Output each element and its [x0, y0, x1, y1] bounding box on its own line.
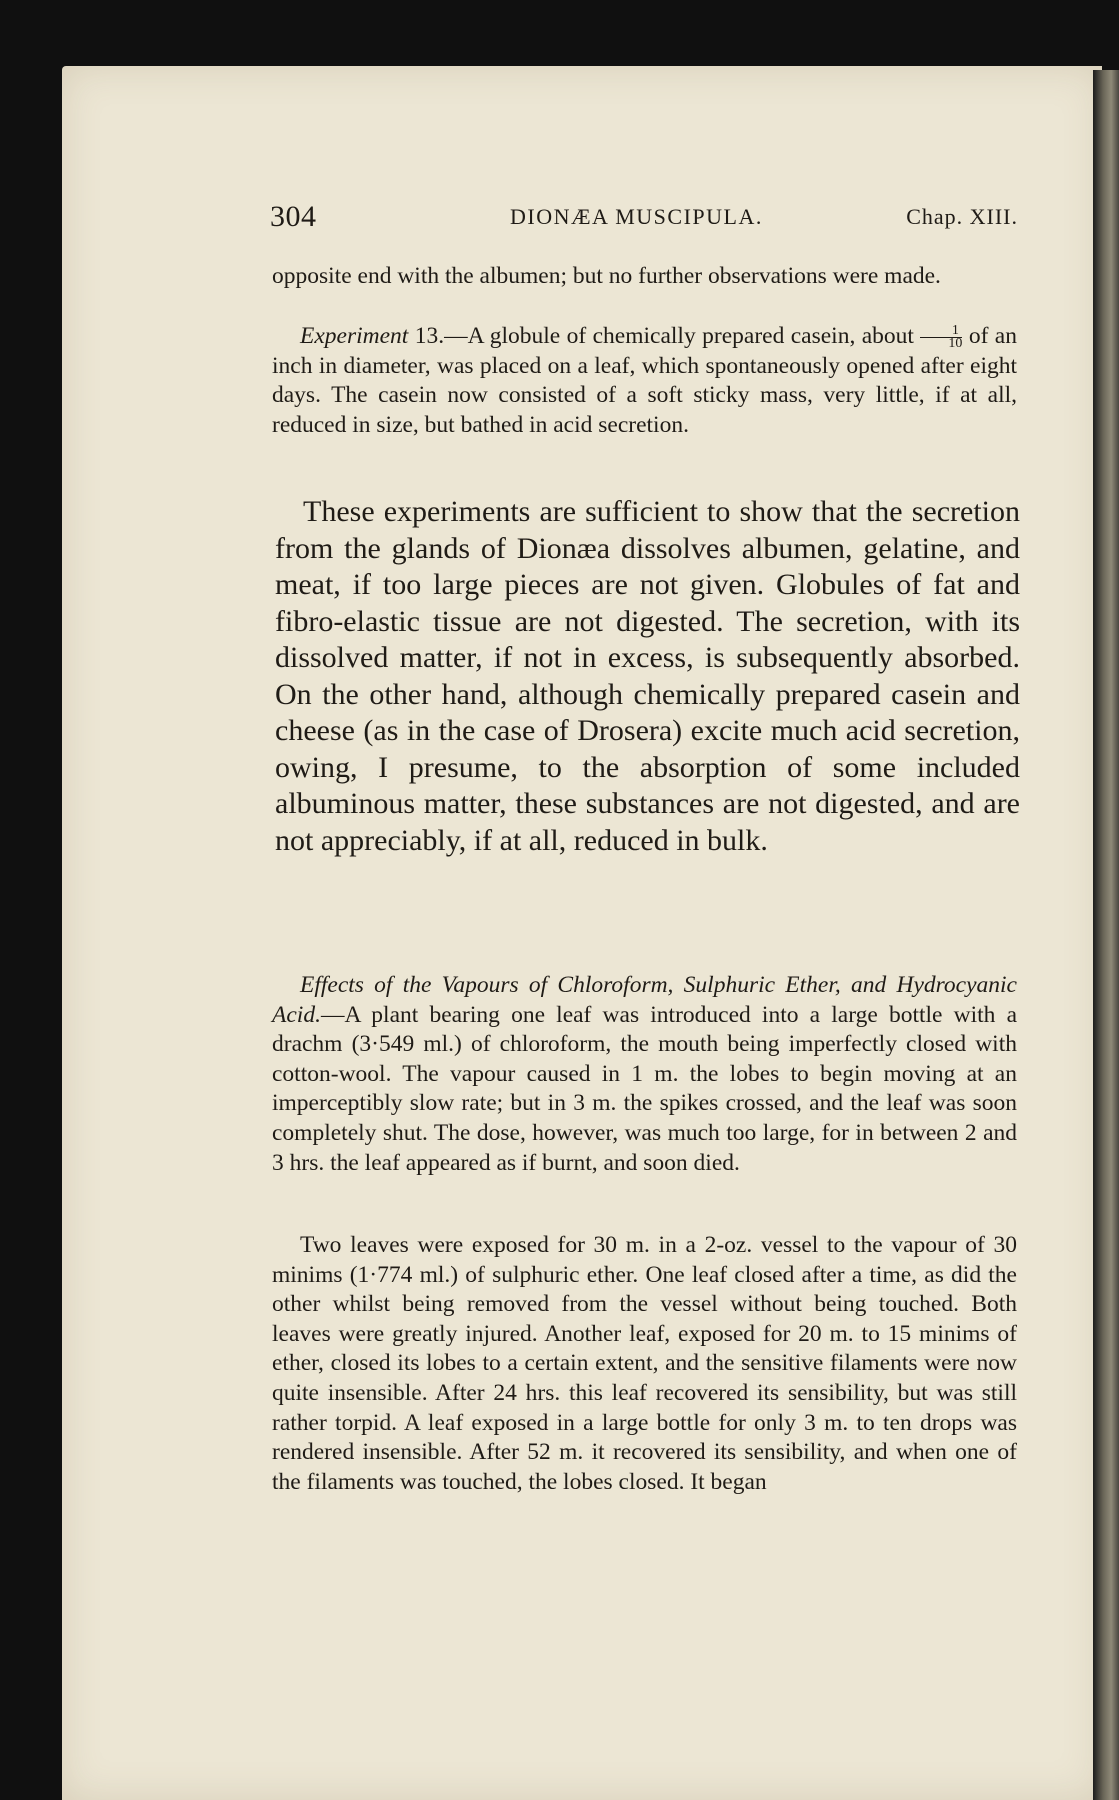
experiment-label: Experiment	[300, 323, 409, 349]
top-paragraph-text: opposite end with the albumen; but no further observations were made.	[272, 263, 941, 289]
fraction	[920, 325, 962, 350]
experiment-13-text	[272, 322, 1017, 440]
vapours-heading: Effects of the Vapours of Chloroform, Sulphuric Ether, and Hydrocyanic Acid.	[272, 972, 1017, 1028]
vapours-section	[272, 971, 1017, 1178]
experiment-text-before: —A globule of chemically prepared casein, about	[444, 323, 914, 349]
chapter-label: Chap. XIII.	[906, 204, 1018, 229]
fraction-denominator: 10	[948, 336, 963, 352]
fraction-numerator: 1	[920, 325, 962, 338]
page-edge	[1093, 70, 1119, 1800]
vapours-paragraph	[272, 971, 1017, 1178]
ether-paragraph-text: Two leaves were exposed for 30 m. in a 2-oz. vessel to the vapour of 30 minims (1·774 ml.) of sulphuric ether. One leaf closed after a time, as did the other whilst being removed from the vessel without being touched. Both leaves were greatly injured. Another leaf, exposed for 20 m. to 15 minims of ether, closed its lobes to a certain extent, and the sensitive filaments were now quite insensible. After 24 hrs. this leaf recovered its sensibility, but was still rather torpid. A leaf exposed in a large bottle for only 3 m. to ten drops was rendered insensible. After 52 m. it recovered its sensibility, and when one of the filaments was touched, the lobes closed. It began	[272, 1232, 1017, 1495]
vapours-text: —A plant bearing one leaf was introduced into a large bottle with a drachm (3·549 ml.) of chloroform, the mouth being imperfectly closed with cotton-wool. The vapour caused in 1 m. the lobes to begin moving at an imperceptibly slow rate; but in 3 m. the spikes crossed, and the leaf was soon completely shut. The dose, however, was much too large, for in between 2 and 3 hrs. the leaf appeared as if burnt, and soon died.	[272, 1001, 1017, 1176]
summary-paragraph	[275, 494, 1020, 859]
ether-paragraph	[272, 1231, 1017, 1497]
experiment-number: 13.	[414, 323, 445, 349]
page-header	[270, 200, 1020, 240]
experiment-13-paragraph	[272, 322, 1017, 440]
top-paragraph	[272, 262, 1017, 292]
page-number: 304	[270, 200, 317, 233]
experiment-text-after: of an inch in diameter, was placed on a leaf, which spontaneously opened after eight days. The casein now consisted of a soft sticky mass, very little, if at all, reduced in size, but bathed in acid secretion.	[272, 323, 1017, 438]
running-title: DIONÆA MUSCIPULA.	[510, 204, 763, 229]
summary-paragraph-text: These experiments are sufficient to show that the secretion from the glands of Dionæa dissolves albumen, gelatine, and meat, if too large pieces are not given. Globules of fat and fibro-elastic tissue are not digested. The secretion, with its dissolved matter, if not in excess, is subsequently absorbed. On the other hand, although chemically prepared casein and cheese (as in the case of Drosera) excite much acid secretion, owing, I presume, to the absorption of some included albuminous matter, these substances are not digested, and are not appreciably, if at all, reduced in bulk.	[275, 495, 1020, 857]
